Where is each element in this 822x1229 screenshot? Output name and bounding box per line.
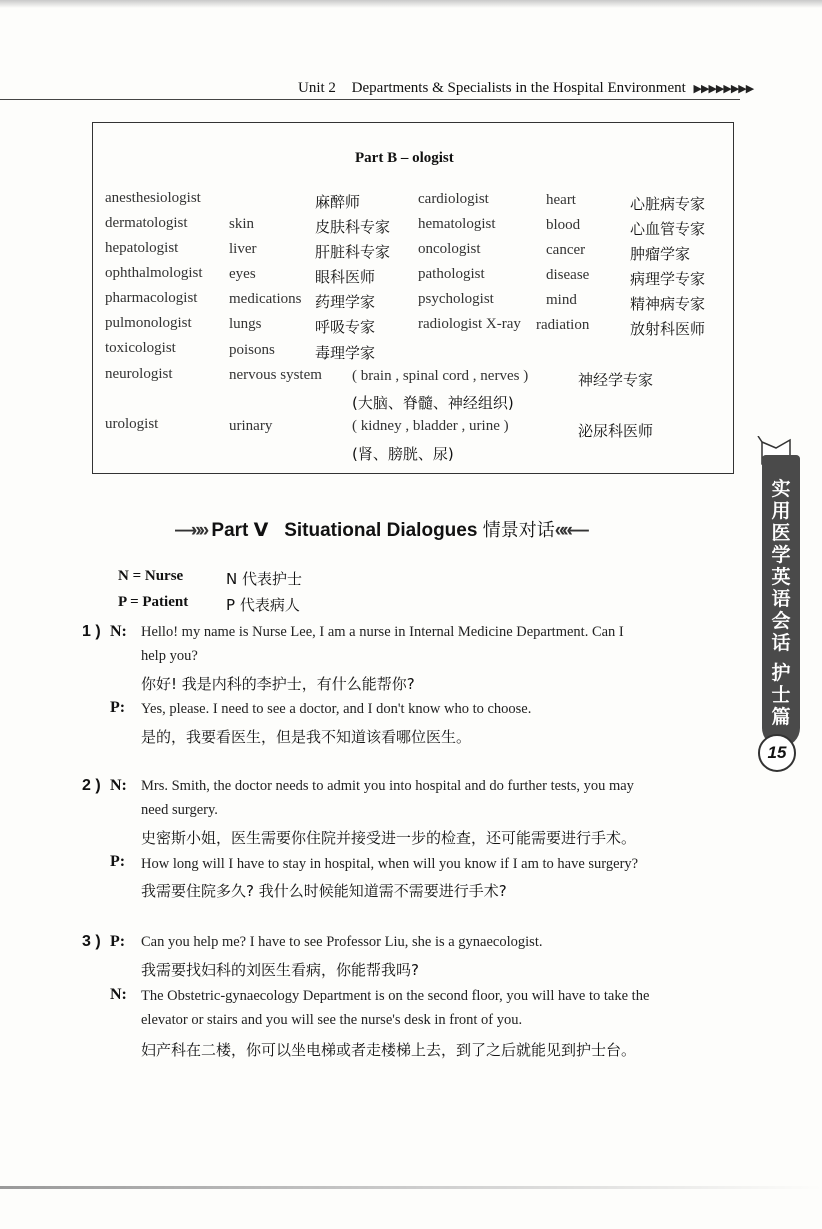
term-right: radiologist X-ray <box>418 316 521 332</box>
detail-zh-urologist: (肾、膀胱、尿) <box>352 445 454 463</box>
term-right: hematologist <box>418 216 496 232</box>
side-char: 英 <box>771 566 791 588</box>
term-urologist: urologist <box>105 416 159 432</box>
side-char: 会 <box>771 610 791 632</box>
dialogue-zh: 你好! 我是内科的李护士，有什么能帮你? <box>141 675 415 693</box>
section-part: Part Ⅴ <box>211 520 269 541</box>
dialogue-en: The Obstetric-gynaecology Department is on the second floor, you will have to take the <box>141 988 650 1004</box>
speaker: N: <box>110 777 127 794</box>
term-left: dermatologist <box>105 215 188 231</box>
term-right: cardiologist <box>418 191 489 207</box>
term-zh-left: 毒理学家 <box>315 344 376 362</box>
term-zh-left: 皮肤科专家 <box>315 218 391 236</box>
term-zh-right: 病理学专家 <box>630 270 706 288</box>
legend-key: P = Patient <box>118 594 189 610</box>
header-title: Departments & Specialists in the Hospital Environment <box>351 80 686 96</box>
side-sub-char: 篇 <box>771 706 791 728</box>
term-zh-left: 肝脏科专家 <box>315 243 391 261</box>
speaker: P: <box>110 853 126 870</box>
organ-left: poisons <box>229 342 275 358</box>
term-zh-right: 放射科医师 <box>630 320 706 338</box>
term-left: hepatologist <box>105 240 179 256</box>
dialogue-en: Can you help me? I have to see Professor Liu, she is a gynaecologist. <box>141 934 543 950</box>
term-zh-left: 呼吸专家 <box>315 318 376 336</box>
dialogue-zh: 妇产科在二楼，你可以坐电梯或者走楼梯上去，到了之后就能见到护士台。 <box>141 1041 637 1059</box>
dialogue-en: Yes, please. I need to see a doctor, and I don't know who to choose. <box>141 701 532 717</box>
speaker: N: <box>110 986 127 1003</box>
term-right: pathologist <box>418 266 485 282</box>
organ-right: radiation <box>536 317 590 333</box>
unit-label: Unit 2 <box>298 80 336 96</box>
term-left: anesthesiologist <box>105 190 201 206</box>
speaker: P: <box>110 933 126 950</box>
zh-urologist: 泌尿科医师 <box>578 422 654 440</box>
detail-zh-neurologist: (大脑、脊髓、神经组织) <box>352 394 514 412</box>
term-right: oncologist <box>418 241 481 257</box>
dialogue-zh: 史密斯小姐，医生需要你住院并接受进一步的检查，还可能需要进行手术。 <box>141 829 637 847</box>
organ-right: cancer <box>546 242 586 258</box>
dialogue-zh: 是的，我要看医生，但是我不知道该看哪位医生。 <box>141 728 472 746</box>
dialogue-en: Mrs. Smith, the doctor needs to admit you into hospital and do further tests, you may <box>141 778 634 794</box>
side-sub-char: 士 <box>771 684 791 706</box>
header-rule <box>0 99 740 100</box>
term-zh-left: 药理学家 <box>315 293 376 311</box>
dialogue-en: need surgery. <box>141 802 218 818</box>
dialogue-zh: 我需要住院多久? 我什么时候能知道需不需要进行手术? <box>141 882 507 900</box>
organ-left: skin <box>229 216 255 232</box>
dialogue-number: 1 ) <box>82 623 101 640</box>
side-sub-char: 护 <box>771 662 791 684</box>
side-char: 语 <box>771 588 791 610</box>
organ-left: medications <box>229 291 302 307</box>
dialogue-zh: 我需要找妇科的刘医生看病，你能帮我吗? <box>141 961 419 979</box>
term-zh-right: 肿瘤学家 <box>630 245 691 263</box>
box-title: Part B – ologist <box>355 150 454 166</box>
detail-urologist: ( kidney , bladder , urine ) <box>352 418 509 434</box>
term-left: ophthalmologist <box>105 265 203 281</box>
left-decoration-icon: —»» <box>175 520 207 541</box>
speaker: P: <box>110 699 126 716</box>
organ-right: disease <box>546 267 590 283</box>
organ-urologist: urinary <box>229 418 273 434</box>
dialogue-en: elevator or stairs and you will see the nurse's desk in front of you. <box>141 1012 523 1028</box>
side-char: 实 <box>771 478 791 500</box>
section-title: Situational Dialogues <box>284 520 478 541</box>
page-number: 15 <box>758 734 796 772</box>
header-arrows-icon: ▶▶▶▶▶▶▶▶ <box>693 83 754 95</box>
term-left: pharmacologist <box>105 290 198 306</box>
dialogue-en: How long will I have to stay in hospital, when will you know if I am to have surgery? <box>141 856 639 872</box>
side-char: 话 <box>771 632 791 654</box>
term-zh-right: 精神病专家 <box>630 295 706 313</box>
term-left: pulmonologist <box>105 315 192 331</box>
organ-neurologist: nervous system <box>229 367 322 383</box>
term-zh-right: 心血管专家 <box>630 220 706 238</box>
section-title-zh: 情景对话 <box>482 520 555 541</box>
term-right: psychologist <box>418 291 494 307</box>
organ-right: heart <box>546 192 576 208</box>
term-neurologist: neurologist <box>105 366 173 382</box>
term-zh-left: 麻醉师 <box>315 193 361 211</box>
top-shadow <box>0 0 822 8</box>
organ-left: eyes <box>229 266 256 282</box>
organ-left: liver <box>229 241 257 257</box>
running-header <box>298 80 753 97</box>
side-tab-title <box>762 478 800 728</box>
dialogue-en: help you? <box>141 648 198 664</box>
organ-left: lungs <box>229 316 262 332</box>
term-zh-right: 心脏病专家 <box>630 195 706 213</box>
detail-neurologist: ( brain , spinal cord , nerves ) <box>352 368 529 384</box>
legend-zh: N 代表护士 <box>226 570 302 588</box>
legend-zh: P 代表病人 <box>226 596 300 614</box>
dialogue-number: 3 ) <box>82 933 101 950</box>
bottom-rule <box>0 1186 822 1189</box>
term-left: toxicologist <box>105 340 176 356</box>
side-char: 学 <box>771 544 791 566</box>
dialogue-number: 2 ) <box>82 777 101 794</box>
side-char: 用 <box>771 500 791 522</box>
organ-right: blood <box>546 217 581 233</box>
dialogue-en: Hello! my name is Nurse Lee, I am a nurse in Internal Medicine Department. Can I <box>141 624 624 640</box>
legend-key: N = Nurse <box>118 568 184 584</box>
side-char: 医 <box>771 522 791 544</box>
term-zh-left: 眼科医师 <box>315 268 376 286</box>
organ-right: mind <box>546 292 577 308</box>
speaker: N: <box>110 623 127 640</box>
section-heading <box>175 516 586 542</box>
right-decoration-icon: ««— <box>554 520 586 541</box>
zh-neurologist: 神经学专家 <box>578 371 654 389</box>
